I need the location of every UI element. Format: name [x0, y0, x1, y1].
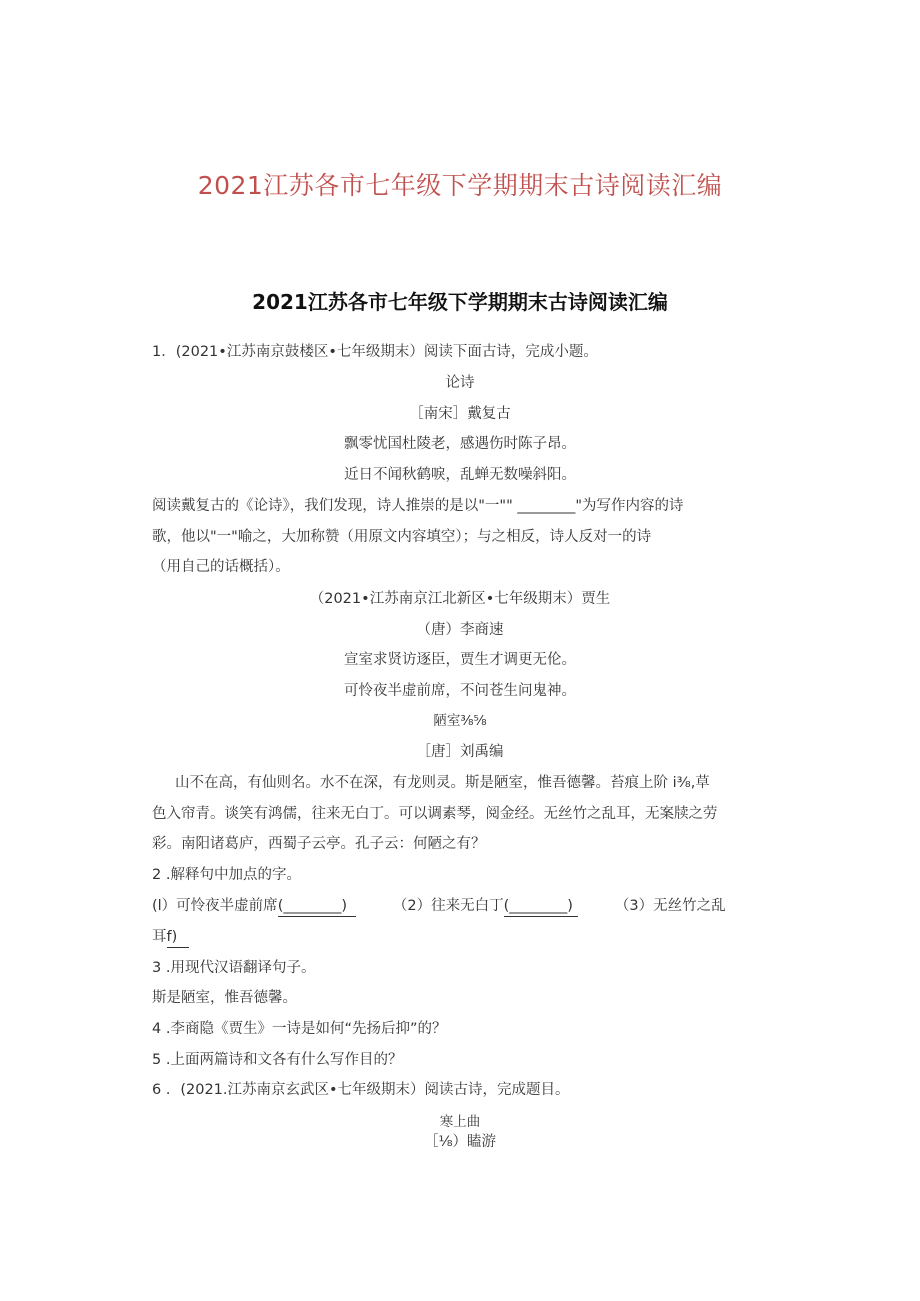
q1-poem-line: 飘零忧国杜陵老，感遇伤时陈子昂。: [344, 436, 576, 452]
q6-poem-author: ［⅛）瞌游: [423, 1134, 497, 1150]
q1-text: 歌，他以"一"喻之，大加称赞（用原文内容填空）；与之相反，诗人反对一的诗: [152, 529, 652, 545]
q1-text: 阅读戴复古的《论诗》，我们发现，诗人推崇的是以"一"" ________"为写作内容的诗: [152, 498, 684, 514]
q1-poem-author: ［南宋］戴复古: [409, 406, 511, 422]
question-2: 2 .解释句中加点的字。: [152, 867, 301, 883]
q1-intro: 1．(2021•江苏南京鼓楼区•七年级期末）阅读下面古诗，完成小题。: [152, 344, 598, 360]
prose-author: ［唐］刘禹编: [416, 744, 504, 760]
question-6: 6 ．(2021.江苏南京玄武区•七年级期末）阅读古诗，完成题目。: [152, 1082, 570, 1098]
q2-poem-line: 宣室求贤访逐臣，贾生才调更无伦。: [344, 652, 576, 668]
question-4: 4 .李商隐《贾生》一诗是如何“先扬后抑”的？: [152, 1021, 447, 1037]
answer-blank-1[interactable]: (________): [278, 896, 356, 917]
prose-text: 彩。南阳诸葛庐，西蜀子云亭。孔子云：何陋之有？: [152, 836, 486, 852]
prose-text: 山不在高，有仙则名。水不在深，有龙则灵。斯是陋室，惟吾德馨。苔痕上阶 i⅜,草: [175, 775, 710, 791]
q2-item-3b: 耳: [152, 929, 167, 945]
question-5: 5 .上面两篇诗和文各有什么写作目的？: [152, 1052, 403, 1068]
q1-poem-title: 论诗: [445, 375, 475, 391]
q2-intro: （2021•江苏南京江北新区•七年级期末）贾生: [309, 591, 611, 607]
question-2-items: [152, 896, 726, 917]
q2-poem-author: （唐）李商速: [416, 622, 504, 638]
q1-poem-line: 近日不闻秋鹤唳，乱蝉无数噪斜阳。: [344, 467, 576, 483]
answer-blank-3[interactable]: f): [167, 927, 189, 948]
answer-blank-2[interactable]: (________): [504, 896, 578, 917]
sub-title: 2021江苏各市七年级下学期期末古诗阅读汇编: [252, 290, 668, 314]
main-title: 2021江苏各市七年级下学期期末古诗阅读汇编: [197, 171, 723, 200]
q2-item-2: （2）往来无白丁: [392, 898, 504, 914]
prose-text: 色入帘青。谈笑有鸿儒，往来无白丁。可以调素琴，阅金经。无丝竹之乱耳，无案牍之劳: [152, 806, 718, 822]
question-3: 3 .用现代汉语翻译句子。: [152, 960, 316, 976]
q6-poem-title: 寒上曲: [439, 1114, 481, 1130]
q2-poem-line: 可怜夜半虚前席，不问苍生问鬼神。: [344, 683, 576, 699]
q2-item-3: （3）无丝竹之乱: [614, 898, 726, 914]
q1-text: （用自己的话概括）。: [152, 559, 290, 575]
q2-item-1: (l）可怜夜半虚前席: [152, 898, 278, 914]
prose-title: 陋室⅜⅝: [433, 713, 487, 729]
question-2-cont: [152, 927, 189, 948]
question-3-sentence: 斯是陋室，惟吾德馨。: [152, 990, 297, 1006]
